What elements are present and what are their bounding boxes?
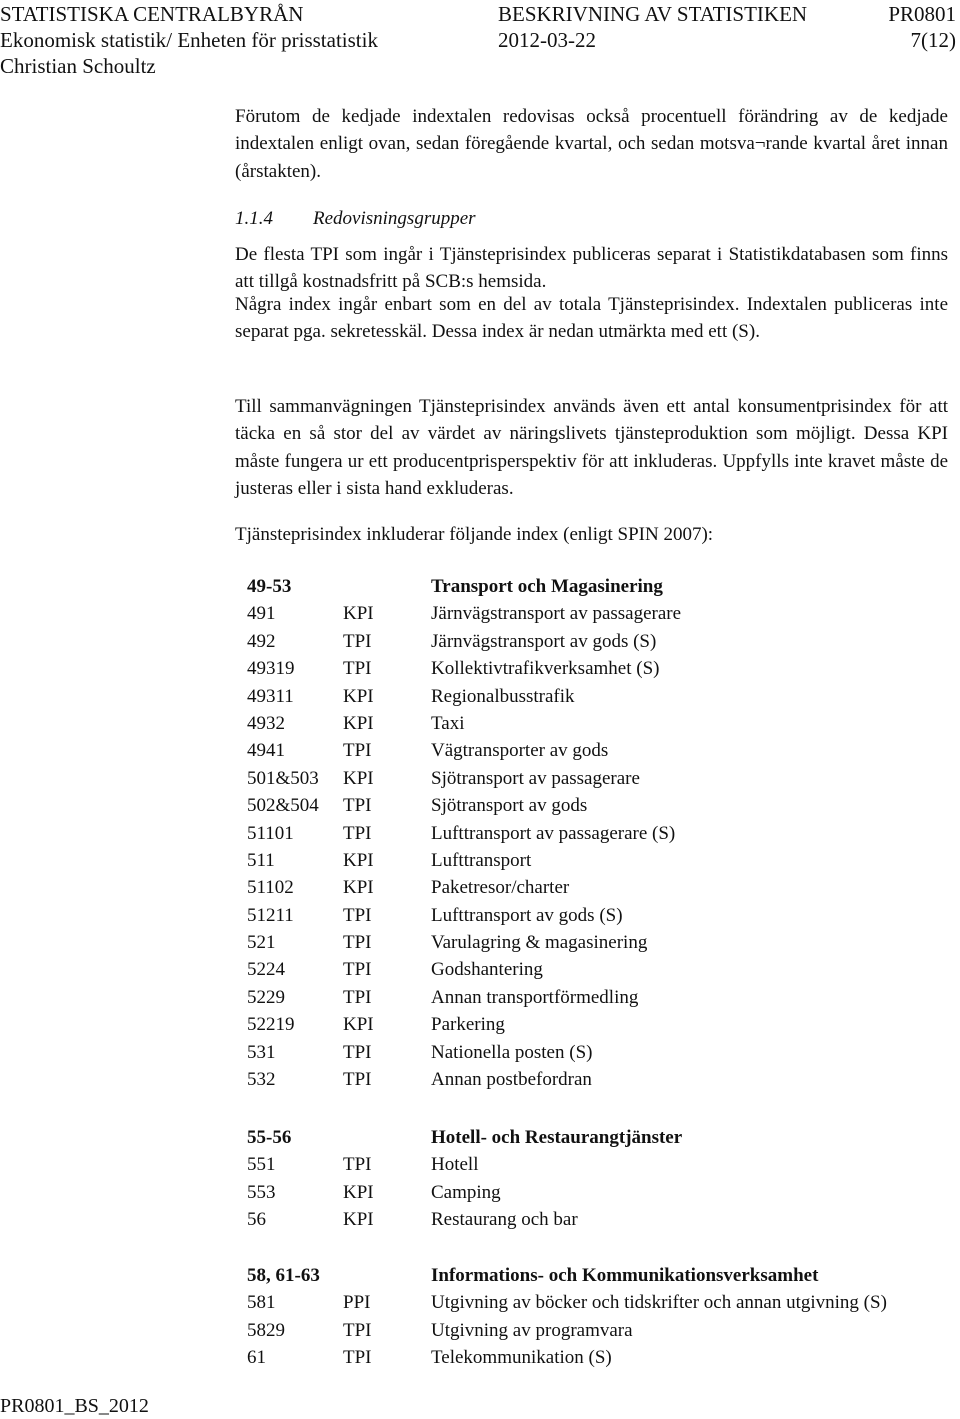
row-code: 531 bbox=[247, 1041, 276, 1063]
row-type: KPI bbox=[343, 685, 374, 707]
row-code: 49311 bbox=[247, 685, 294, 707]
row-name: Lufttransport av passagerare (S) bbox=[431, 822, 676, 844]
row-code: 511 bbox=[247, 849, 275, 871]
intro-block bbox=[235, 103, 948, 185]
row-name: Lufttransport bbox=[431, 849, 532, 871]
table-row bbox=[247, 956, 960, 983]
index-group-hotel bbox=[247, 1124, 960, 1234]
group-title: Informations- och Kommunikationsverksamhet bbox=[431, 1265, 819, 1286]
row-code: 502&504 bbox=[247, 795, 319, 817]
row-type: TPI bbox=[343, 1319, 372, 1341]
table-row bbox=[247, 874, 960, 901]
header-row-1 bbox=[0, 2, 960, 27]
table-row bbox=[247, 1011, 960, 1038]
row-name: Vägtransporter av gods bbox=[431, 740, 609, 762]
group-code: 49-53 bbox=[247, 576, 292, 597]
row-name: Regionalbusstrafik bbox=[431, 685, 575, 707]
row-name: Taxi bbox=[431, 712, 465, 734]
row-name: Sjötransport av gods bbox=[431, 795, 588, 817]
paragraph-block-2 bbox=[235, 291, 948, 346]
row-code: 56 bbox=[247, 1209, 266, 1231]
table-row bbox=[247, 1179, 960, 1206]
row-type: TPI bbox=[343, 932, 372, 954]
row-code: 501&503 bbox=[247, 767, 319, 789]
row-type: PPI bbox=[343, 1292, 371, 1314]
body-paragraph: De flesta TPI som ingår i Tjänsteprisindex publiceras separat i Statistikdatabasen som finns att tillgå kostnadsfritt på SCB:s hemsida. bbox=[235, 244, 948, 293]
row-type: TPI bbox=[343, 795, 372, 817]
header-doc-code: PR0801 bbox=[888, 2, 956, 26]
table-row bbox=[247, 628, 960, 655]
body-paragraph: Till sammanvägningen Tjänsteprisindex används även ett antal konsumentprisindex för att täcka en så stor del av värdet av näringslivets tjänsteproduktion som möjligt. Dessa KPI måste fungera ur ett producentprisperspektiv för att inkluderas. Uppfylls inte kravet måste de justeras eller i sista hand exkluderas. bbox=[235, 396, 948, 499]
row-type: TPI bbox=[343, 1154, 372, 1176]
table-row bbox=[247, 847, 960, 874]
header-row-3 bbox=[0, 54, 960, 79]
row-name: Hotell bbox=[431, 1154, 479, 1176]
row-code: 5829 bbox=[247, 1319, 285, 1341]
table-row bbox=[247, 1151, 960, 1178]
row-type: TPI bbox=[343, 986, 372, 1008]
row-type: KPI bbox=[343, 1181, 374, 1203]
row-type: TPI bbox=[343, 658, 372, 680]
table-row bbox=[247, 1289, 960, 1316]
header-doc-type: BESKRIVNING AV STATISTIKEN bbox=[498, 2, 808, 26]
row-name: Restaurang och bar bbox=[431, 1209, 578, 1231]
body-paragraph: Några index ingår enbart som en del av totala Tjänsteprisindex. Indextalen publiceras inte separat pga. sekretesskäl. Dessa index är nedan utmärkta med ett (S). bbox=[235, 294, 948, 343]
row-name: Varulagring & magasinering bbox=[431, 932, 648, 954]
table-row bbox=[247, 902, 960, 929]
header-row-2 bbox=[0, 28, 960, 53]
table-row bbox=[247, 929, 960, 956]
row-name: Annan transportförmedling bbox=[431, 986, 639, 1008]
row-type: KPI bbox=[343, 1014, 374, 1036]
row-type: TPI bbox=[343, 822, 372, 844]
row-type: TPI bbox=[343, 904, 372, 926]
row-name: Godshantering bbox=[431, 959, 543, 981]
row-code: 532 bbox=[247, 1069, 276, 1091]
row-name: Utgivning av programvara bbox=[431, 1319, 633, 1341]
row-code: 4941 bbox=[247, 740, 285, 762]
footer-doc-id: PR0801_BS_2012 bbox=[0, 1395, 149, 1417]
row-code: 49319 bbox=[247, 658, 295, 680]
table-row bbox=[247, 820, 960, 847]
intro-paragraph: Förutom de kedjade indextalen redovisas också procentuell förändring av de kedjade indextalen enligt ovan, sedan föregående kvartal, och sedan motsva¬rande kvartal året innan (årstakten). bbox=[235, 106, 948, 182]
row-code: 51211 bbox=[247, 904, 294, 926]
group-title: Hotell- och Restaurangtjänster bbox=[431, 1127, 683, 1148]
row-type: TPI bbox=[343, 1041, 372, 1063]
paragraph-block-3 bbox=[235, 393, 948, 502]
paragraph-block-1 bbox=[235, 241, 948, 296]
row-type: TPI bbox=[343, 1069, 372, 1091]
group-header-row bbox=[247, 1262, 960, 1289]
section-number: 1.1.4 bbox=[235, 208, 273, 229]
row-code: 491 bbox=[247, 603, 276, 625]
row-name: Paketresor/charter bbox=[431, 877, 570, 899]
table-row bbox=[247, 1206, 960, 1233]
header-unit: Ekonomisk statistik/ Enheten för prisstatistik bbox=[0, 28, 378, 52]
row-name: Telekommunikation (S) bbox=[431, 1347, 612, 1369]
table-row bbox=[247, 683, 960, 710]
header-author: Christian Schoultz bbox=[0, 54, 156, 78]
table-row bbox=[247, 1066, 960, 1093]
row-type: TPI bbox=[343, 740, 372, 762]
row-type: KPI bbox=[343, 767, 374, 789]
group-code: 55-56 bbox=[247, 1127, 292, 1148]
row-type: KPI bbox=[343, 603, 374, 625]
row-name: Järnvägstransport av passagerare bbox=[431, 603, 682, 625]
table-row bbox=[247, 655, 960, 682]
table-row bbox=[247, 737, 960, 764]
row-type: TPI bbox=[343, 959, 372, 981]
group-header-row bbox=[247, 1124, 960, 1151]
body-paragraph: Tjänsteprisindex inkluderar följande index (enligt SPIN 2007): bbox=[235, 524, 714, 545]
row-code: 5229 bbox=[247, 986, 285, 1008]
row-code: 61 bbox=[247, 1347, 266, 1369]
paragraph-block-4 bbox=[235, 521, 948, 548]
row-type: KPI bbox=[343, 1209, 374, 1231]
row-code: 492 bbox=[247, 630, 276, 652]
row-name: Annan postbefordran bbox=[431, 1069, 592, 1091]
row-name: Järnvägstransport av gods (S) bbox=[431, 630, 657, 652]
row-code: 51102 bbox=[247, 877, 294, 899]
row-code: 581 bbox=[247, 1292, 276, 1314]
header-org: STATISTISKA CENTRALBYRÅN bbox=[0, 2, 304, 26]
row-name: Sjötransport av passagerare bbox=[431, 767, 640, 789]
table-row bbox=[247, 984, 960, 1011]
row-type: TPI bbox=[343, 630, 372, 652]
row-type: TPI bbox=[343, 1347, 372, 1369]
table-row bbox=[247, 792, 960, 819]
row-code: 521 bbox=[247, 932, 276, 954]
row-name: Nationella posten (S) bbox=[431, 1041, 593, 1063]
table-row bbox=[247, 600, 960, 627]
table-row bbox=[247, 710, 960, 737]
row-name: Lufttransport av gods (S) bbox=[431, 904, 623, 926]
table-row bbox=[247, 1344, 960, 1371]
row-name: Parkering bbox=[431, 1014, 505, 1036]
row-type: KPI bbox=[343, 712, 374, 734]
section-title: Redovisningsgrupper bbox=[313, 208, 476, 229]
row-code: 52219 bbox=[247, 1014, 295, 1036]
table-row bbox=[247, 1317, 960, 1344]
row-code: 553 bbox=[247, 1181, 276, 1203]
group-code: 58, 61-63 bbox=[247, 1265, 320, 1286]
index-group-transport bbox=[247, 573, 960, 1093]
row-code: 51101 bbox=[247, 822, 294, 844]
row-type: KPI bbox=[343, 877, 374, 899]
page-footer bbox=[0, 1394, 149, 1418]
row-code: 5224 bbox=[247, 959, 285, 981]
index-group-information bbox=[247, 1262, 960, 1372]
header-page-number: 7(12) bbox=[910, 28, 956, 52]
group-header-row bbox=[247, 573, 960, 600]
table-row bbox=[247, 1039, 960, 1066]
row-code: 4932 bbox=[247, 712, 285, 734]
header-date: 2012-03-22 bbox=[498, 28, 596, 52]
group-title: Transport och Magasinering bbox=[431, 576, 663, 597]
row-code: 551 bbox=[247, 1154, 276, 1176]
section-heading bbox=[235, 205, 476, 232]
row-name: Utgivning av böcker och tidskrifter och annan utgivning (S) bbox=[431, 1292, 887, 1314]
row-type: KPI bbox=[343, 849, 374, 871]
table-row bbox=[247, 765, 960, 792]
row-name: Camping bbox=[431, 1181, 501, 1203]
row-name: Kollektivtrafikverksamhet (S) bbox=[431, 658, 660, 680]
